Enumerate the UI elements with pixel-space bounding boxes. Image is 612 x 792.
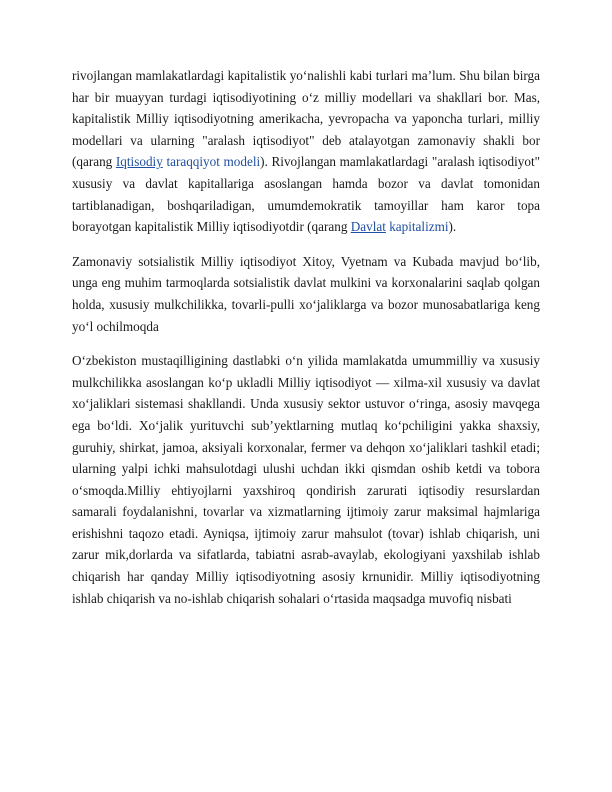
paragraph-text: ). Rivojlangan mamlakatlardagi "aralash iqtisodiyot" xususiy va davlat kapitallariga asoslangan hamda bozor va davlat tomonidan tartiblanadigan, boshqariladigan, umumdemokratik tamoyillar ham karor topa borayotgan kapitalistik Milliy iqtisodiyotdir (qarang bbox=[72, 154, 540, 235]
paragraph-text: Oʻzbekiston mustaqilligining dastlabki oʻn yilida mamlakatda umummilliy va xususiy mulkchilikka asoslangan koʻp ukladli Milliy iqtisodiyot — xilma-xil xususiy va davlat xoʻjaliklari sistemasi shakllandi. Unda xususiy sektor ustuvor oʻringa, asosiy mavqega ega boʻldi. Xoʻjalik yurituvchi subʼyektlarning mutlaq koʻpchiligini yakka shaxsiy, guruhiy, shirkat, jamoa, aksiyali korxonalar, fermer va dehqon xoʻjaliklari tashkil etadi; ularning yalpi ichki mahsulotdagi ulushi uchdan ikki qismdan oshib ketdi va tobora oʻsmoqda.Milliy ehtiyojlarni yaxshiroq qondirish zarurati iqtisodiy resurslardan samarali foydalanishni, tovarlar va xizmatlarning ijtimoiy zarur maksimal hajmlariga erishishni taqozo etadi. Ayniqsa, ijtimoiy zarur mahsulot (tovar) ishlab chiqarish, uni zarur mik,dorlarda va sifatlarda, tabiatni asrab-avaylab, ekologiyani yaxshilab ishlab chiqarish har qanday Milliy iqtisodiyotning asosiy krnunidir. Milliy iqtisodiyotning ishlab chiqarish va no-ishlab chiqarish sohalari oʻrtasida maqsadga muvofiq nisbati bbox=[72, 353, 540, 606]
paragraph-text: Zamonaviy sotsialistik Milliy iqtisodiyot Xitoy, Vyetnam va Kubada mavjud boʻlib, unga eng muhim tarmoqlarda sotsialistik davlat mulkini va korxonalarini saqlab qolgan holda, xususiy mulkchilikka, tovarli-pulli xoʻjaliklarga va bozor munosabatlariga keng yoʻl ochilmoqda bbox=[72, 253, 540, 334]
paragraph-text: ). bbox=[448, 219, 457, 235]
inline-link[interactable]: taraqqiyot modeli bbox=[166, 154, 261, 170]
inline-link[interactable]: Davlat bbox=[350, 219, 386, 235]
inline-link[interactable]: kapitalizmi bbox=[389, 219, 449, 235]
inline-link[interactable]: Iqtisodiy bbox=[115, 154, 163, 170]
paragraph-3 bbox=[72, 350, 540, 609]
paragraph-1 bbox=[72, 65, 540, 238]
paragraph-text: rivojlangan mamlakatlardagi kapitalistik yoʻnalishli kabi turlari maʼlum. Shu bilan birga har bir muayyan turdagi iqtisodiyotining oʻz milliy modellari va shakllari bor. Mas, kapitalistik Milliy iqtisodiyotning amerikacha, yevropacha va yaponcha turlari, milliy modellari va ularning "aralash iqtisodiyot" deb atalayotgan zamonaviy shakli bor (qarang bbox=[72, 68, 540, 170]
paragraph-2 bbox=[72, 251, 540, 337]
